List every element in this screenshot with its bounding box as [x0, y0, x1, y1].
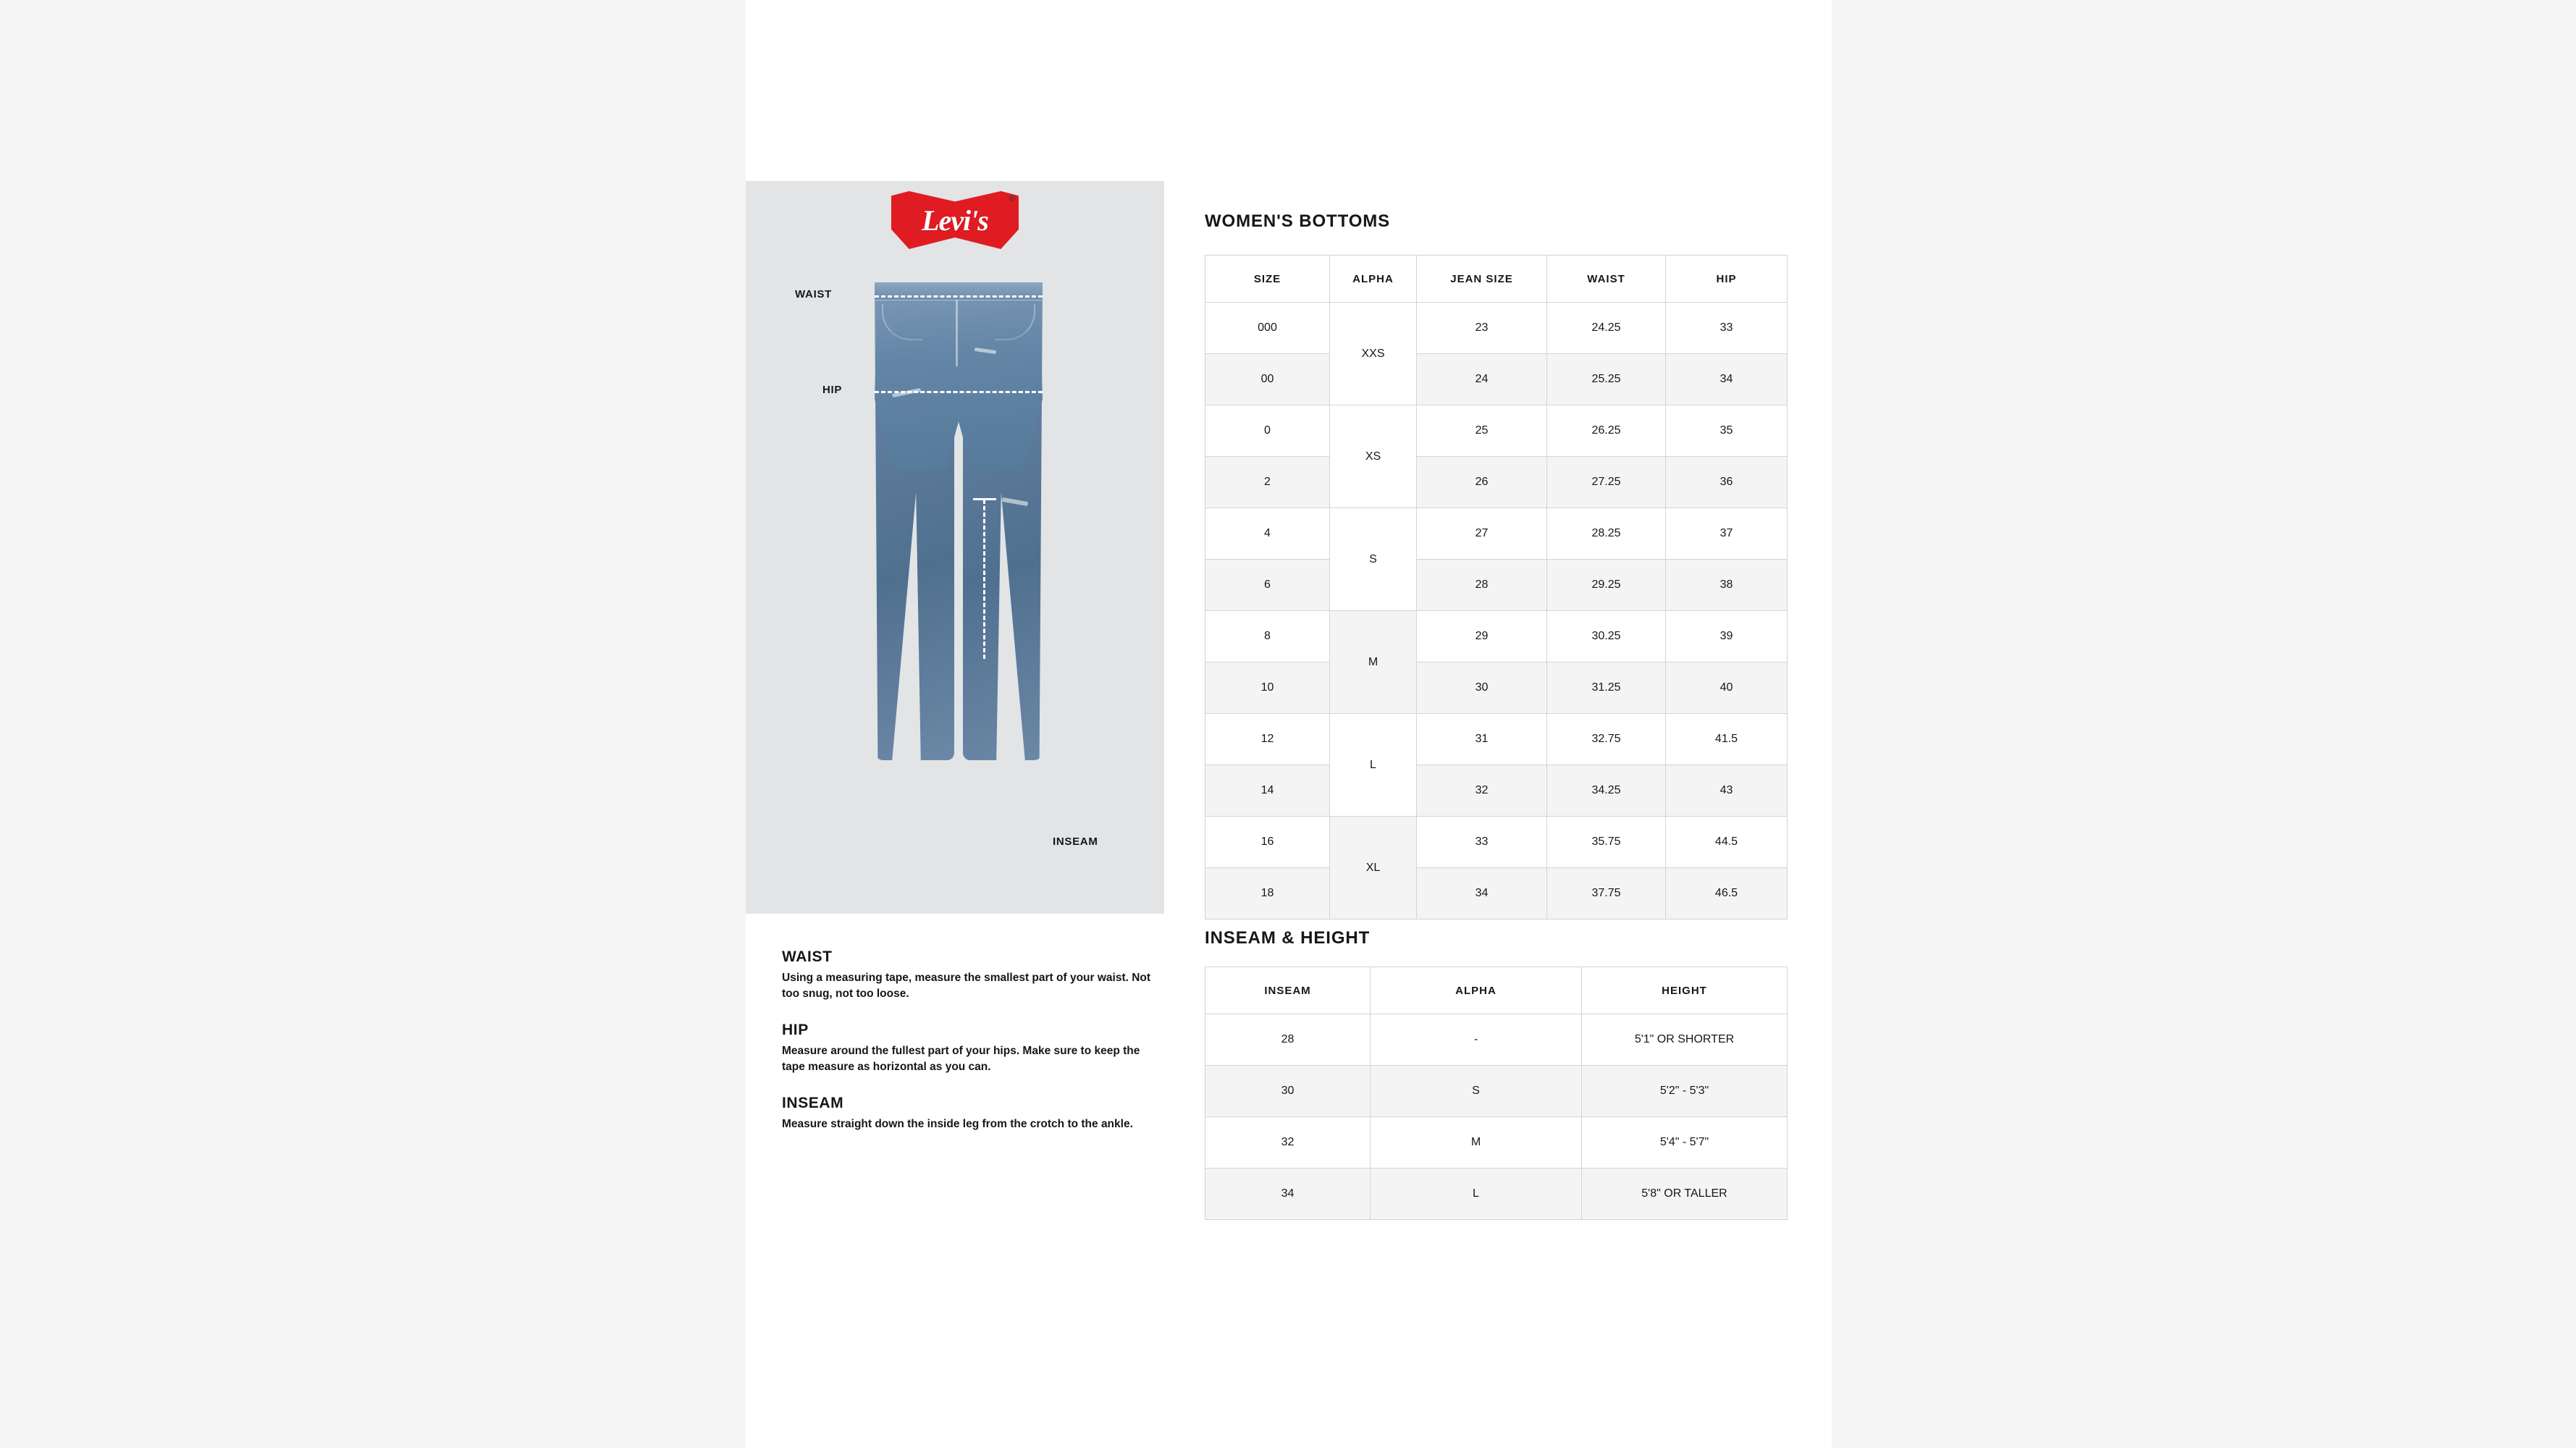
table-row [1205, 508, 1788, 560]
cell-size: 6 [1205, 560, 1330, 611]
cell-waist: 35.75 [1547, 817, 1666, 868]
cell-size: 4 [1205, 508, 1330, 560]
cell-hip: 37 [1666, 508, 1788, 560]
table-row [1205, 817, 1788, 868]
cell-hip: 43 [1666, 765, 1788, 817]
cell-jean-size: 25 [1417, 405, 1547, 457]
cell-jean-size: 33 [1417, 817, 1547, 868]
cell-jean-size: 32 [1417, 765, 1547, 817]
cell-waist: 25.25 [1547, 354, 1666, 405]
cell-inseam: 28 [1205, 1014, 1371, 1066]
cell-size: 0 [1205, 405, 1330, 457]
cell-size: 18 [1205, 868, 1330, 919]
cell-waist: 24.25 [1547, 303, 1666, 354]
cell-hip: 33 [1666, 303, 1788, 354]
cell-jean-size: 27 [1417, 508, 1547, 560]
cell-waist: 34.25 [1547, 765, 1666, 817]
cell-jean-size: 31 [1417, 714, 1547, 765]
cell-waist: 31.25 [1547, 662, 1666, 714]
cell-jean-size: 30 [1417, 662, 1547, 714]
col-header-size: SIZE [1205, 256, 1330, 303]
cell-waist: 28.25 [1547, 508, 1666, 560]
waist-measure-line [875, 295, 1043, 298]
table-header-row [1205, 256, 1788, 303]
levis-wordmark: Levi's [922, 203, 988, 237]
cell-size: 10 [1205, 662, 1330, 714]
col-header-alpha: ALPHA [1330, 256, 1417, 303]
jeans-fly-seam [956, 300, 958, 366]
table-header-row [1205, 967, 1788, 1014]
cell-alpha: L [1371, 1169, 1582, 1220]
cell-height: 5'4" - 5'7" [1582, 1117, 1788, 1169]
instruction-waist [782, 948, 1166, 1003]
inseam-measure-label: INSEAM [1053, 835, 1098, 848]
inseam-table-wrapper [1205, 967, 1788, 1220]
cell-hip: 38 [1666, 560, 1788, 611]
cell-size: 00 [1205, 354, 1330, 405]
cell-alpha: M [1330, 611, 1417, 714]
cell-jean-size: 34 [1417, 868, 1547, 919]
cell-alpha: - [1371, 1014, 1582, 1066]
table-row [1205, 1117, 1788, 1169]
cell-hip: 46.5 [1666, 868, 1788, 919]
table-row [1205, 560, 1788, 611]
jeans-graphic [875, 282, 1043, 760]
cell-waist: 29.25 [1547, 560, 1666, 611]
instruction-waist-text: Using a measuring tape, measure the smallest part of your waist. Not too snug, not too loose. [782, 972, 1151, 1001]
cell-inseam: 30 [1205, 1066, 1371, 1117]
cell-size: 12 [1205, 714, 1330, 765]
bottoms-table-wrapper [1205, 255, 1788, 919]
cell-hip: 35 [1666, 405, 1788, 457]
col-header-waist: WAIST [1547, 256, 1666, 303]
table-row [1205, 405, 1788, 457]
cell-inseam: 32 [1205, 1117, 1371, 1169]
table-row [1205, 1169, 1788, 1220]
registered-mark: ® [1009, 193, 1016, 203]
cell-waist: 27.25 [1547, 457, 1666, 508]
cell-hip: 34 [1666, 354, 1788, 405]
col-header-jean-size: JEAN SIZE [1417, 256, 1547, 303]
col-header-hip: HIP [1666, 256, 1788, 303]
cell-hip: 39 [1666, 611, 1788, 662]
table-row [1205, 303, 1788, 354]
cell-waist: 37.75 [1547, 868, 1666, 919]
cell-jean-size: 23 [1417, 303, 1547, 354]
instruction-inseam [782, 1095, 1166, 1132]
cell-height: 5'1" OR SHORTER [1582, 1014, 1788, 1066]
table-row [1205, 1066, 1788, 1117]
cell-alpha: L [1330, 714, 1417, 817]
jeans-waistband [875, 282, 1043, 300]
table-row [1205, 662, 1788, 714]
measuring-instructions [782, 948, 1166, 1132]
cell-jean-size: 29 [1417, 611, 1547, 662]
cell-inseam: 34 [1205, 1169, 1371, 1220]
cell-size: 14 [1205, 765, 1330, 817]
cell-alpha: XL [1330, 817, 1417, 919]
waist-measure-label: WAIST [795, 288, 832, 300]
instruction-hip-heading: HIP [782, 1021, 809, 1038]
table-row [1205, 1014, 1788, 1066]
cell-size: 8 [1205, 611, 1330, 662]
cell-height: 5'8" OR TALLER [1582, 1169, 1788, 1220]
table-row [1205, 714, 1788, 765]
hip-measure-label: HIP [822, 384, 843, 396]
cell-alpha: S [1330, 508, 1417, 611]
cell-waist: 32.75 [1547, 714, 1666, 765]
table-row [1205, 868, 1788, 919]
cell-jean-size: 28 [1417, 560, 1547, 611]
cell-jean-size: 26 [1417, 457, 1547, 508]
bottoms-table-title: WOMEN'S BOTTOMS [1205, 211, 1391, 231]
col-header-height: HEIGHT [1582, 967, 1788, 1014]
table-row [1205, 457, 1788, 508]
cell-size: 2 [1205, 457, 1330, 508]
cell-hip: 40 [1666, 662, 1788, 714]
cell-alpha: M [1371, 1117, 1582, 1169]
table-row [1205, 354, 1788, 405]
cell-hip: 44.5 [1666, 817, 1788, 868]
table-row [1205, 765, 1788, 817]
cell-size: 000 [1205, 303, 1330, 354]
col-header-inseam: INSEAM [1205, 967, 1371, 1014]
instruction-hip-text: Measure around the fullest part of your hips. Make sure to keep the tape measure as horizontal as you can. [782, 1044, 1140, 1074]
jeans-illustration-panel [746, 181, 1164, 914]
cell-waist: 26.25 [1547, 405, 1666, 457]
cell-size: 16 [1205, 817, 1330, 868]
instruction-inseam-heading: INSEAM [782, 1094, 844, 1111]
levis-logo [891, 191, 1019, 253]
hip-measure-line [875, 391, 1043, 393]
inseam-table-title: INSEAM & HEIGHT [1205, 928, 1371, 948]
col-header-alpha: ALPHA [1371, 967, 1582, 1014]
instruction-waist-heading: WAIST [782, 948, 833, 965]
table-row [1205, 611, 1788, 662]
cell-waist: 30.25 [1547, 611, 1666, 662]
cell-alpha: S [1371, 1066, 1582, 1117]
womens-bottoms-table [1205, 255, 1788, 919]
cell-alpha: XXS [1330, 303, 1417, 405]
cell-hip: 36 [1666, 457, 1788, 508]
cell-alpha: XS [1330, 405, 1417, 508]
cell-hip: 41.5 [1666, 714, 1788, 765]
inseam-measure-line [983, 500, 985, 659]
cell-jean-size: 24 [1417, 354, 1547, 405]
inseam-height-table [1205, 967, 1788, 1220]
instruction-hip [782, 1022, 1166, 1076]
cell-height: 5'2" - 5'3" [1582, 1066, 1788, 1117]
instruction-inseam-text: Measure straight down the inside leg from the crotch to the ankle. [782, 1117, 1133, 1130]
